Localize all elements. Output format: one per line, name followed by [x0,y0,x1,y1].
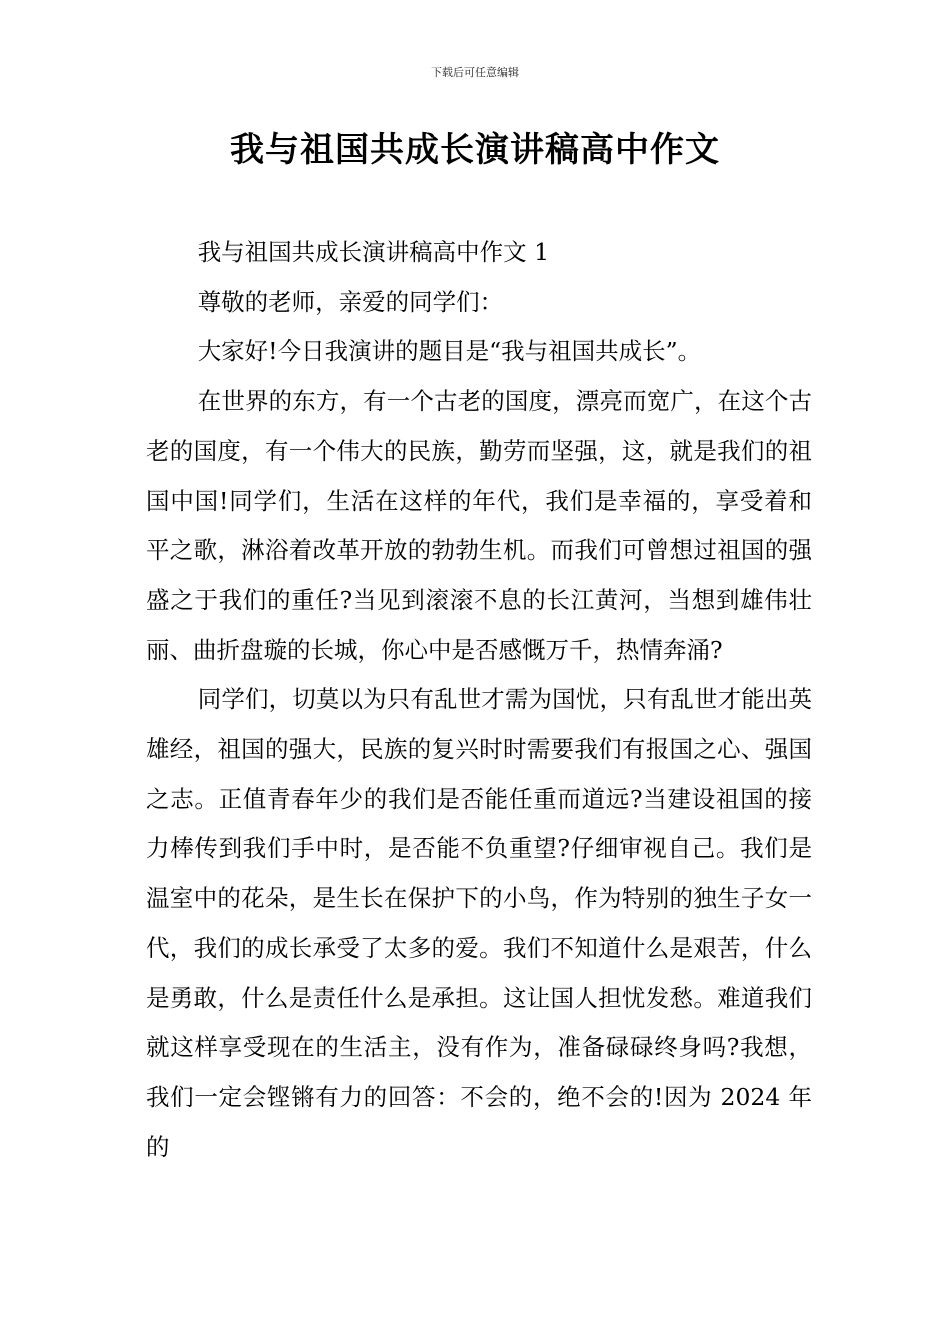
paragraph: 大家好!今日我演讲的题目是“我与祖国共成长”。 [197,337,702,366]
document-title: 我与祖国共成长演讲稿高中作文 [230,130,720,170]
header-note: 下载后可任意编辑 [431,66,519,79]
section-subtitle: 我与祖国共成长演讲稿高中作文 1 [197,238,550,266]
greeting-line: 尊敬的老师，亲爱的同学们： [197,287,504,316]
paragraph: 同学们，切莫以为只有乱世才需为国忧，只有乱世才能出英雄经，祖国的强大，民族的复兴时时需要我们有报国之心、强国之志。正值青春年少的我们是否能任重而道远?当建设祖国的接力棒传到我们手中时，是否能不负重望?仔细审视自己。我们是温室中的花朵，是生长在保护下的小鸟，作为特别的独生子女一代，我们的成长承受了太多的爱。我们不知道什么是艰苦，什么是勇敢，什么是责任什么是承担。这让国人担忧发愁。难道我们就这样享受现在的生活主，没有作为，准备碌碌终身吗?我想，我们一定会铿锵有力的回答：不会的，绝不会的!因为 2024 年的 [146,685,812,1161]
paragraph: 在世界的东方，有一个古老的国度，漂亮而宽广，在这个古老的国度，有一个伟大的民族，勤劳而坚强，这，就是我们的祖国中国!同学们，生活在这样的年代，我们是幸福的，享受着和平之歌，淋浴着改革开放的勃勃生机。而我们可曾想过祖国的强盛之于我们的重任?当见到滚滚不息的长江黄河，当想到雄伟壮丽、曲折盘璇的长城，你心中是否感慨万千，热情奔涌? [146,387,812,664]
document-body [146,228,812,1172]
